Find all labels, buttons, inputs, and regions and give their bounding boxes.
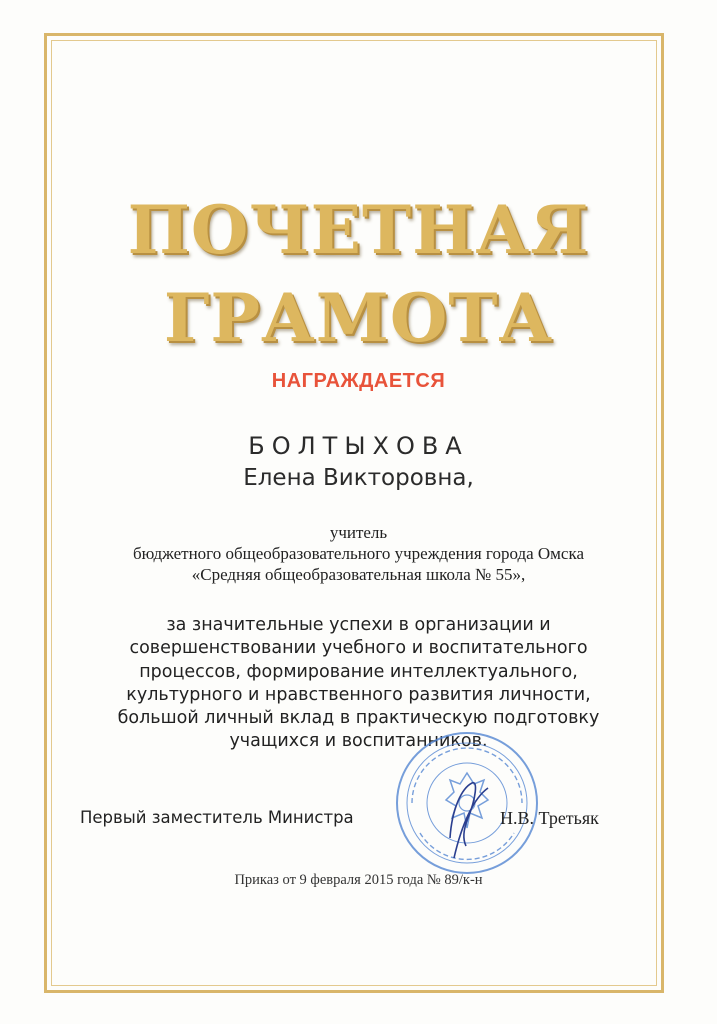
awarded-label: НАГРАЖДАЕТСЯ (271, 370, 446, 392)
reason-line: за значительные успехи в организации и (166, 615, 551, 635)
signatory-title: Первый заместитель Министра (80, 808, 354, 827)
reason-line: совершенствовании учебного и воспитательного (129, 638, 588, 659)
position-line: учитель (329, 523, 388, 542)
title-line-1: ПОЧЕТНАЯ (127, 191, 590, 269)
position-line: «Средняя общеобразовательная школа № 55», (191, 565, 526, 584)
inner-frame (51, 40, 657, 986)
reason-line: процессов, формирование интеллектуального, (139, 661, 578, 682)
order-reference: Приказ от 9 февраля 2015 года № 89/к-н (234, 872, 483, 888)
reason-block (0, 614, 717, 754)
reason-line: большой личный вклад в практическую подготовку (117, 708, 600, 729)
reason-line: учащихся и воспитанников. (229, 731, 488, 752)
official-seal-stamp (392, 728, 542, 878)
position-block (0, 522, 717, 585)
recipient-given-names: Елена Викторовна, (243, 465, 474, 491)
recipient-surname: БОЛТЫХОВА (248, 432, 469, 460)
title-line-2: ГРАМОТА (163, 279, 554, 357)
position-line: бюджетного общеобразовательного учреждения города Омска (132, 544, 585, 563)
reason-line: культурного и нравственного развития личности, (126, 684, 591, 705)
signatory-name: Н.В. Третьяк (500, 808, 599, 828)
